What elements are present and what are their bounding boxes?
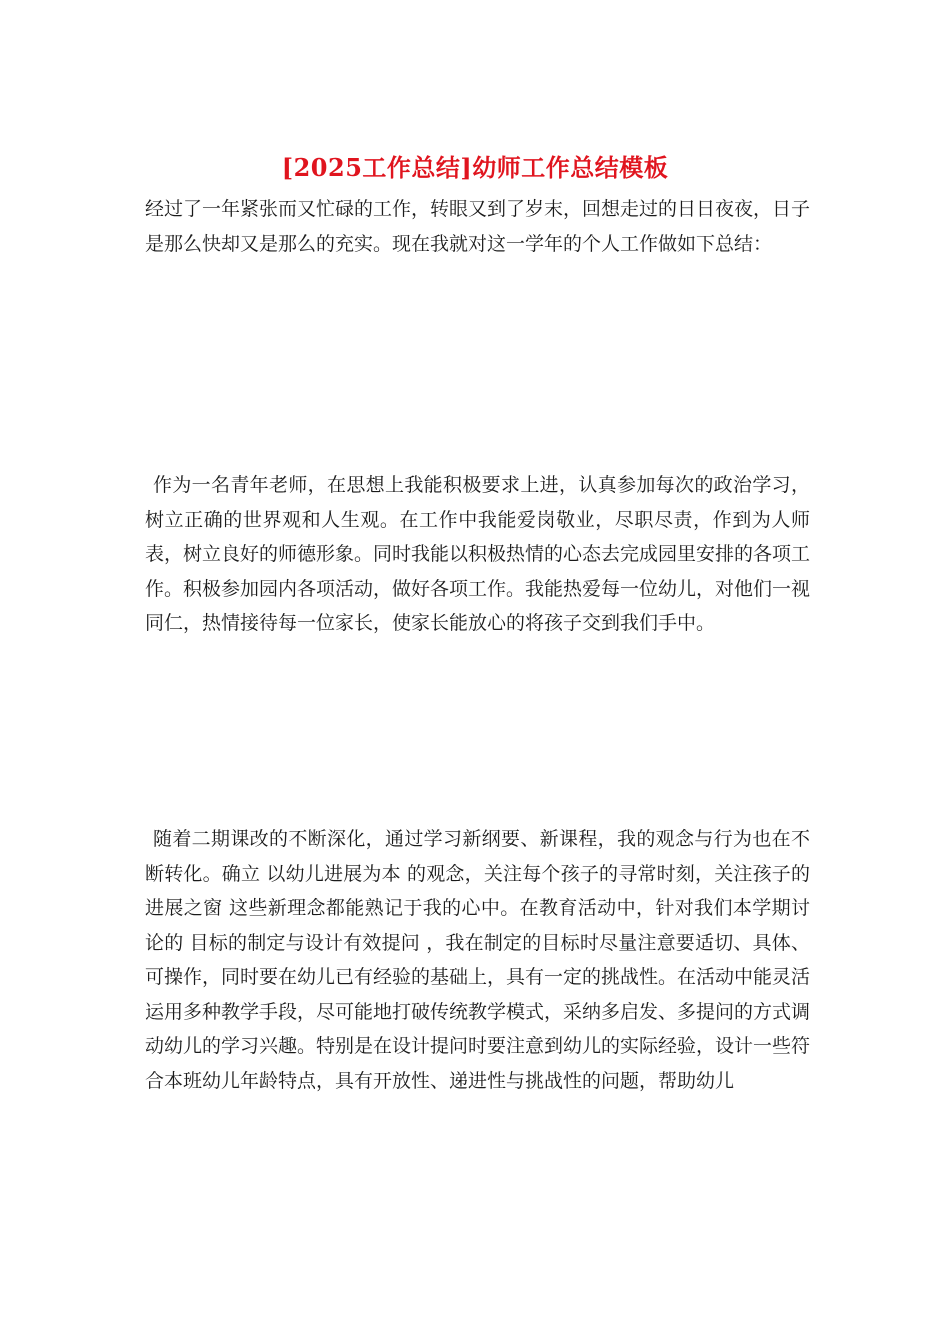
paragraph-ideology: 作为一名青年老师，在思想上我能积极要求上进，认真参加每次的政治学习，树立正确的世界观和人生观。在工作中我能爱岗敬业，尽职尽责，作到为人师表，树立良好的师德形象。同时我能以积极热情的心态去完成园里安排的各项工作。积极参加园内各项活动，做好各项工作。我能热爱每一位幼儿，对他们一视同仁，热情接待每一位家长，使家长能放心的将孩子交到我们手中。: [145, 474, 811, 634]
document-title: [2025工作总结]幼师工作总结模板: [281, 153, 669, 182]
paragraph-teaching: 随着二期课改的不断深化，通过学习新纲要、新课程，我的观念与行为也在不断转化。确立 以幼儿进展为本 的观念，关注每个孩子的寻常时刻，关注孩子的进展之窗 这些新理念都能熟记于我的心中。在教育活动中，针对我们本学期讨论的 目标的制定与设计有效提问 ，我在制定的目标时尽量注意要适切、具体、可操作，同时要在幼儿已有经验的基础上，具有一定的挑战性。在活动中能灵活运用多种教学手段，尽可能地打破传统教学模式，采纳多启发、多提问的方式调动幼儿的学习兴趣。特别是在设计提问时要注意到幼儿的实际经验，设计一些符合本班幼儿年龄特点，具有开放性、递进性与挑战性的问题，帮助幼儿: [145, 828, 811, 1092]
paragraph-intro: 经过了一年紧张而又忙碌的工作，转眼又到了岁末，回想走过的日日夜夜，日子是那么快却又是那么的充实。现在我就对这一学年的个人工作做如下总结：: [145, 198, 811, 255]
